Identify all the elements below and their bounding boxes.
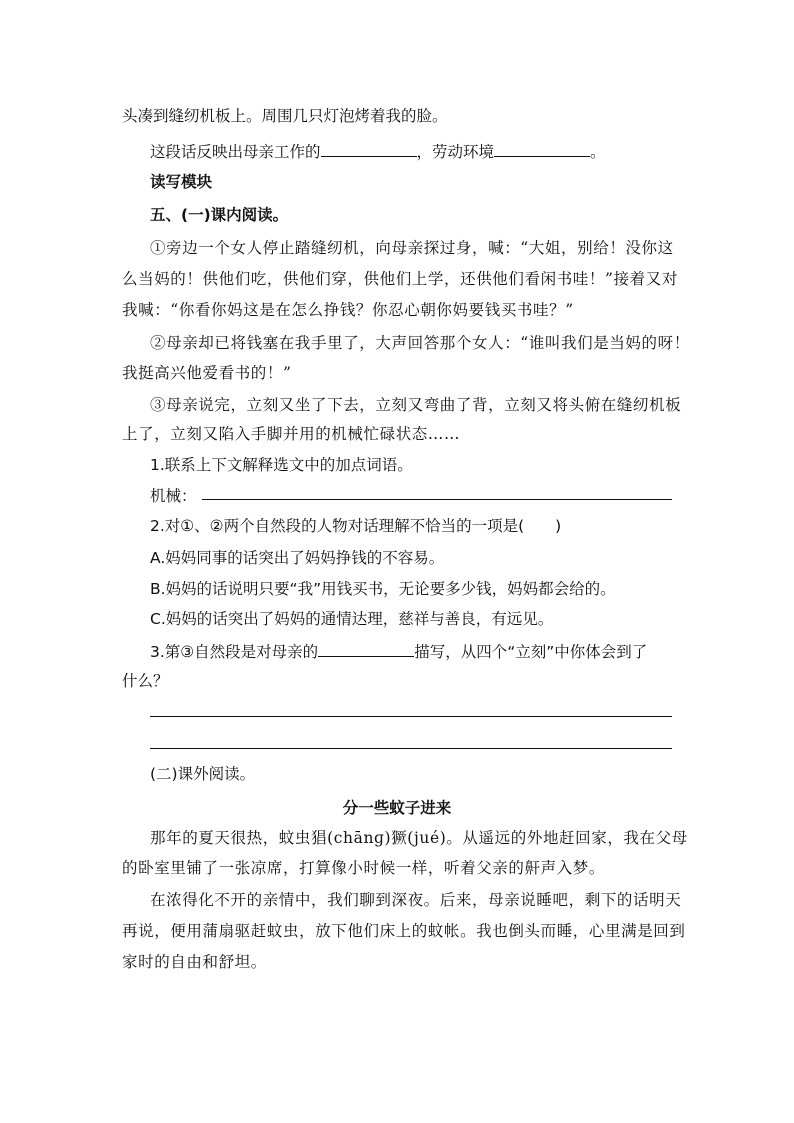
answer-line[interactable] — [150, 716, 672, 717]
passage-line: 么当妈的！供他们吃，供他们穿，供他们上学，还供他们看闲书哇！”接着又对 — [122, 270, 678, 288]
answer-blank[interactable] — [494, 140, 590, 157]
question-text: 什么？ — [122, 672, 169, 690]
question-text: ，劳动环境 — [416, 143, 495, 161]
answer-blank[interactable] — [321, 140, 417, 157]
passage-line: 我挺高兴他爱看书的！” — [122, 364, 292, 382]
section-heading: 五、(一)课内阅读。 — [150, 206, 289, 224]
option-c: C.妈妈的话突出了妈妈的通情达理，慈祥与善良，有远见。 — [150, 610, 554, 628]
option-b: B.妈妈的话说明只要“我”用钱买书，无论要多少钱，妈妈都会给的。 — [150, 580, 616, 598]
passage-line: 在浓得化不开的亲情中，我们聊到深夜。后来，母亲说睡吧，剩下的话明天 — [150, 891, 682, 909]
question-text: 1.联系上下文解释选文中的加点词语。 — [150, 456, 413, 474]
passage-line: ②母亲却已将钱塞在我手里了，大声回答那个女人：“谁叫我们是当妈的呀！ — [150, 334, 690, 352]
fill-blank-question — [150, 140, 606, 162]
passage-line: 我喊：“你看你妈这是在怎么挣钱？你忍心朝你妈要钱买书哇？” — [122, 301, 574, 319]
answer-line[interactable] — [150, 748, 672, 749]
question-text: 机械： — [150, 487, 197, 505]
section-heading: 读写模块 — [150, 173, 213, 191]
text-line: 头凑到缝纫机板上。周围几只灯泡烤着我的脸。 — [122, 107, 448, 125]
answer-blank[interactable] — [318, 640, 414, 657]
section-heading: (二)课外阅读。 — [150, 765, 256, 783]
question-text: 3.第③自然段是对母亲的 — [150, 643, 319, 661]
passage-line: 家时的自由和舒坦。 — [122, 953, 267, 971]
article-title: 分一些蚊子进来 — [342, 799, 452, 817]
question-text: 。 — [590, 143, 606, 161]
question-text: 2.对①、②两个自然段的人物对话理解不恰当的一项是( ) — [150, 517, 562, 535]
question-text: 描写，从四个“立刻”中你体会到了 — [414, 643, 648, 661]
passage-line: 再说，便用蒲扇驱赶蚊虫，放下他们床上的蚊帐。我也倒头而睡，心里满是回到 — [122, 922, 686, 940]
question-text: 这段话反映出母亲工作的 — [150, 143, 321, 161]
option-a: A.妈妈同事的话突出了妈妈挣钱的不容易。 — [150, 549, 445, 567]
passage-line: 的卧室里铺了一张凉席，打算像小时候一样，听着父亲的鼾声入梦。 — [122, 859, 606, 877]
passage-line: ①旁边一个女人停止踏缝纫机，向母亲探过身，喊：“大姐，别给！没你这 — [150, 239, 674, 257]
passage-line: ③母亲说完，立刻又坐了下去，立刻又弯曲了背，立刻又将头俯在缝纫机板 — [150, 396, 682, 414]
answer-line[interactable] — [202, 499, 672, 500]
fill-blank-question — [150, 640, 647, 662]
passage-line: 那年的夏天很热，蚊虫猖(chānɡ)獗(jué)。从遥远的外地赶回家，我在父母 — [150, 829, 688, 847]
passage-line: 上了，立刻又陷入手脚并用的机械忙碌状态…… — [122, 425, 461, 443]
